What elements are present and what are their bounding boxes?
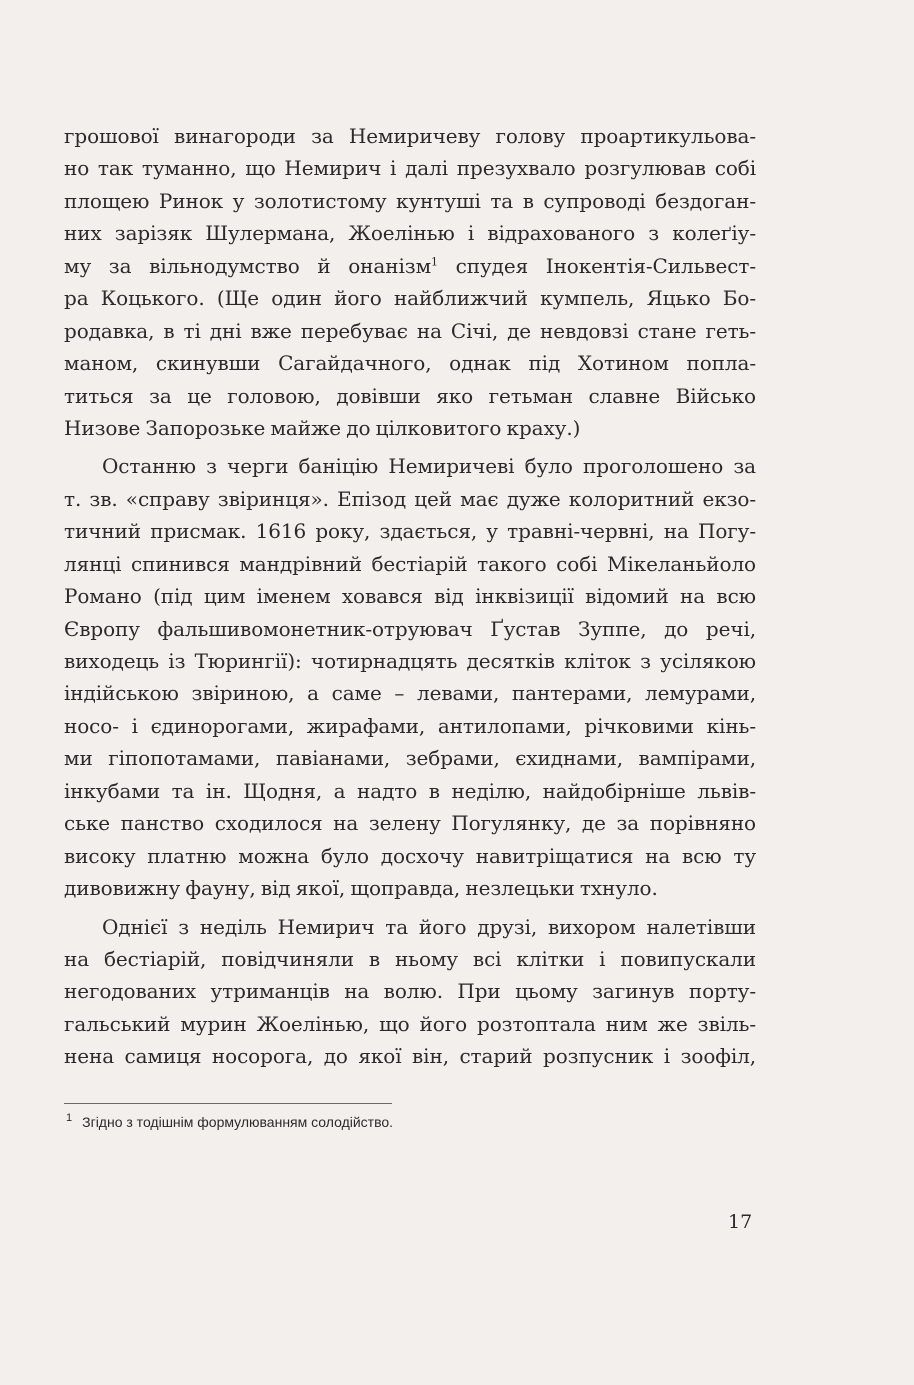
footnote: [66, 1110, 393, 1134]
text-line: індійською звіриною, а саме – левами, пантерами, лемурами,: [64, 681, 756, 706]
text-line: ми гіпопотамами, павіанами, зебрами, єхиднами, вампірами,: [64, 746, 756, 771]
text-line: ра Коцького. (Ще один його найближчий кумпель, Яцько Бо-: [64, 286, 756, 311]
text-line: високу платню можна було досхочу навитріщатися на всю ту: [64, 843, 756, 868]
text-line: нена самиця носорога, до якої він, старий розпусник і зоофіл,: [64, 1044, 756, 1069]
footnote-divider: [64, 1103, 392, 1104]
footnote-text: Згідно з тодішнім формулюванням солодійство.: [82, 1114, 394, 1130]
text-line: інкубами та ін. Щодня, а надто в неділю, найдобірніше львів-: [64, 778, 756, 803]
text-line: но так туманно, що Немирич і далі презухвало розгулював собі: [64, 156, 756, 181]
text-line: Романо (під цим іменем ховався від інквізиції відомий на всю: [64, 584, 756, 609]
body-text: [64, 120, 756, 1073]
footnote-reference: 1: [431, 255, 438, 269]
text-line: них зарізяк Шулермана, Жоелінью і відрахованого з колеґіу-: [64, 221, 756, 246]
text-line: родавка, в ті дні вже перебуває на Січі, де невдовзі стане геть-: [64, 318, 756, 343]
page-number: 17: [728, 1211, 753, 1233]
text-line: т. зв. «справу звіринця». Епізод цей має дуже колоритний екзо-: [64, 486, 756, 511]
footnote-marker: 1: [66, 1112, 73, 1125]
text-line: титься за це головою, довівши яко гетьман славне Військо: [64, 383, 756, 408]
text-line: Останню з черги баніцію Немиричеві було проголошено за: [102, 454, 756, 479]
text-line: носо- і єдинорогами, жирафами, антилопами, річковими кінь-: [64, 713, 756, 738]
text-line: Однієї з неділь Немирич та його друзі, вихором налетівши: [102, 914, 756, 939]
text-fragment: му за вільнодумство й онанізм: [64, 253, 432, 278]
text-line: на бестіарій, повідчиняли в ньому всі клітки і повипускали: [64, 946, 756, 971]
text-line: маном, скинувши Сагайдачного, однак під Хотином попла-: [64, 351, 756, 376]
text-line: тичний присмак. 1616 року, здається, у травні-червні, на Погу-: [64, 519, 756, 544]
text-line: ське панство сходилося на зелену Погулянку, де за порівняно: [64, 811, 756, 836]
text-fragment: спудея Інокентія-Сильвест-: [437, 253, 756, 278]
text-line: лянці спинився мандрівний бестіарій такого собі Мікеланьйоло: [64, 551, 756, 576]
paragraph: [64, 450, 756, 904]
text-line: виходець із Тюрингії): чотирнадцять десятків кліток з усілякою: [64, 649, 756, 673]
text-line: дивовижну фауну, від якої, щоправда, незлецьки тхнуло.: [64, 876, 658, 901]
text-line: площею Ринок у золотистому кунтуші та в супроводі бездоган-: [64, 188, 756, 213]
text-line: негодованих утриманців на волю. При цьому загинув порту-: [64, 979, 756, 1004]
text-line: грошової винагороди за Немиричеву голову проартикульова-: [64, 124, 756, 148]
text-line: гальський мурин Жоелінью, що його розтоптала ним же звіль-: [64, 1011, 756, 1036]
text-line: Низове Запорозьке майже до цілковитого краху.): [64, 415, 581, 440]
text-line: Європу фальшивомонетник-отруювач Ґустав Зуппе, до речі,: [64, 616, 756, 641]
paragraph: [64, 911, 756, 1073]
text-line-with-footnote: [64, 250, 756, 282]
paragraph: [64, 120, 756, 444]
